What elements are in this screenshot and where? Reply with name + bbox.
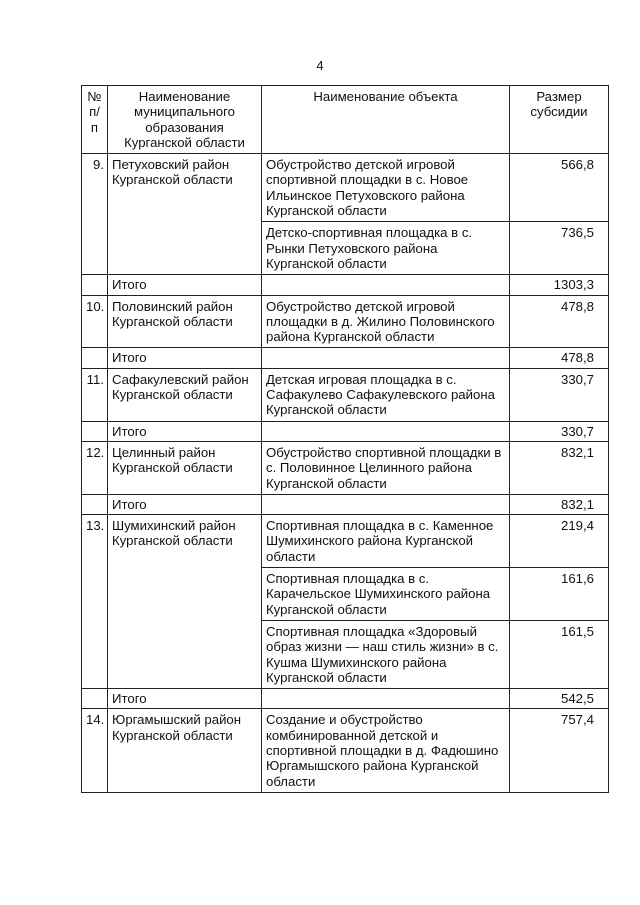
table-body: [82, 154, 609, 793]
total-label: Итого: [108, 689, 262, 709]
object-name: Спортивная площадка «Здоровый образ жизни — наш стиль жизни» в с. Кушма Шумихинского района Курганской области: [262, 620, 510, 688]
total-label: Итого: [108, 348, 262, 368]
municipality-name: Сафакулевский район Курганской области: [108, 368, 262, 421]
subsidy-amount: 161,5: [510, 620, 609, 688]
table-header-row: [82, 86, 609, 154]
row-number: 10.: [82, 295, 108, 348]
header-subsidy: Размер субсидии: [510, 86, 609, 154]
subsidy-amount: 757,4: [510, 709, 609, 792]
object-name: Детская игровая площадка в с. Сафакулево Сафакулевского района Курганской области: [262, 368, 510, 421]
object-name: Создание и обустройство комбинированной детской и спортивной площадки в д. Фадюшино Юргамышского района Курганской области: [262, 709, 510, 792]
total-amount: 330,7: [510, 421, 609, 441]
table-row: [82, 295, 609, 348]
table-row: [82, 709, 609, 792]
row-number: 11.: [82, 368, 108, 421]
total-label: Итого: [108, 494, 262, 514]
row-number: 12.: [82, 441, 108, 494]
object-name: Спортивная площадка в с. Каменное Шумихинского района Курганской области: [262, 515, 510, 568]
total-object-empty: [262, 689, 510, 709]
total-object-empty: [262, 494, 510, 514]
total-label: Итого: [108, 421, 262, 441]
total-amount: 832,1: [510, 494, 609, 514]
row-number: 9.: [82, 154, 108, 275]
total-object-empty: [262, 348, 510, 368]
total-row: [82, 275, 609, 295]
subsidy-amount: 832,1: [510, 441, 609, 494]
object-name: Обустройство детской игровой спортивной площадки в с. Новое Ильинское Петуховского района Курганской области: [262, 154, 510, 222]
subsidy-amount: 736,5: [510, 222, 609, 275]
object-name: Обустройство детской игровой площадки в д. Жилино Половинского района Курганской области: [262, 295, 510, 348]
subsidy-table: [81, 85, 609, 793]
total-row: [82, 421, 609, 441]
page-number: 4: [316, 58, 324, 73]
subsidy-amount: 219,4: [510, 515, 609, 568]
total-label: Итого: [108, 275, 262, 295]
total-num-empty: [82, 275, 108, 295]
total-num-empty: [82, 348, 108, 368]
row-number: 14.: [82, 709, 108, 792]
total-row: [82, 494, 609, 514]
table-row: [82, 441, 609, 494]
total-amount: 1303,3: [510, 275, 609, 295]
header-object: Наименование объекта: [262, 86, 510, 154]
subsidy-amount: 478,8: [510, 295, 609, 348]
header-num: № п/п: [82, 86, 108, 154]
subsidy-amount: 566,8: [510, 154, 609, 222]
total-row: [82, 348, 609, 368]
municipality-name: Юргамышский район Курганской области: [108, 709, 262, 792]
row-number: 13.: [82, 515, 108, 689]
total-num-empty: [82, 421, 108, 441]
header-municipality: Наименование муниципального образования Курганской области: [108, 86, 262, 154]
subsidy-amount: 330,7: [510, 368, 609, 421]
table-row: [82, 515, 609, 568]
total-num-empty: [82, 689, 108, 709]
total-amount: 478,8: [510, 348, 609, 368]
total-object-empty: [262, 275, 510, 295]
object-name: Спортивная площадка в с. Карачельское Шумихинского района Курганской области: [262, 568, 510, 621]
object-name: Обустройство спортивной площадки в с. Половинное Целинного района Курганской области: [262, 441, 510, 494]
municipality-name: Шумихинский район Курганской области: [108, 515, 262, 689]
table-row: [82, 154, 609, 222]
object-name: Детско-спортивная площадка в с. Рынки Петуховского района Курганской области: [262, 222, 510, 275]
municipality-name: Целинный район Курганской области: [108, 441, 262, 494]
municipality-name: Половинский район Курганской области: [108, 295, 262, 348]
total-num-empty: [82, 494, 108, 514]
municipality-name: Петуховский район Курганской области: [108, 154, 262, 275]
total-amount: 542,5: [510, 689, 609, 709]
subsidy-amount: 161,6: [510, 568, 609, 621]
table-row: [82, 368, 609, 421]
total-object-empty: [262, 421, 510, 441]
total-row: [82, 689, 609, 709]
